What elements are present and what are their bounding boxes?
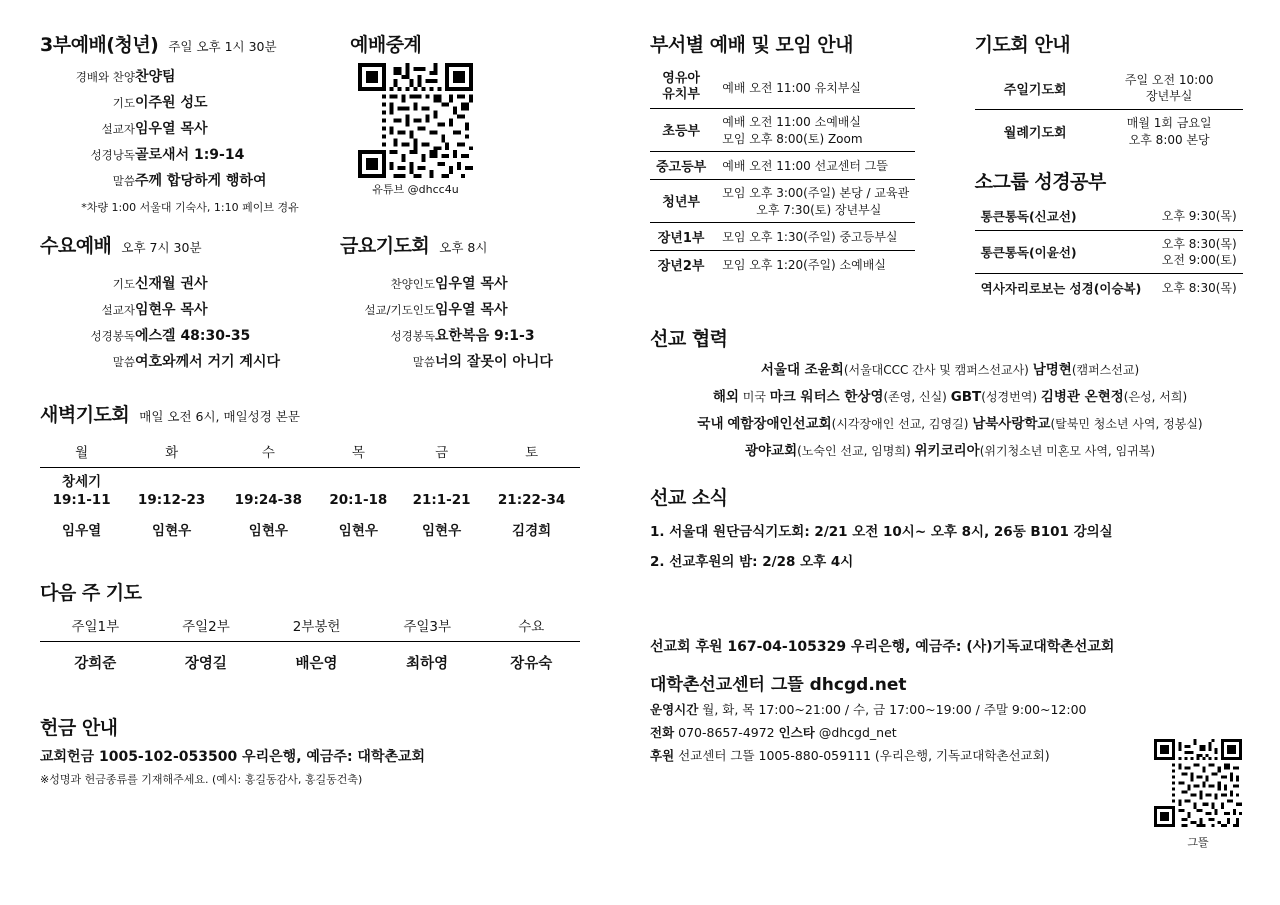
center-title: 대학촌선교센터 그뜰 dhcgd.net <box>650 675 907 696</box>
row-key: 설교자 <box>101 303 135 317</box>
friday-block <box>340 231 600 374</box>
col-header: 주일3부 <box>372 611 483 642</box>
mission-partners-block <box>650 324 1250 459</box>
broadcast-title: 예배중계 <box>350 34 422 56</box>
col-header: 주일1부 <box>40 611 151 642</box>
friday-time: 오후 8시 <box>439 240 488 255</box>
qr-icon <box>1154 739 1242 827</box>
passage-cell <box>317 468 400 515</box>
row-key: 말씀 <box>112 174 135 188</box>
col-header: 목 <box>317 437 400 468</box>
col-header: 주일2부 <box>151 611 262 642</box>
youtube-qr-code[interactable] <box>358 63 473 197</box>
dept-info <box>716 179 915 222</box>
row-key: 말씀 <box>112 355 135 369</box>
table-row <box>650 151 915 179</box>
smallgroup-title: 소그룹 성경공부 <box>974 170 1106 193</box>
service3-note: *차량 1:00 서울대 기숙사, 1:10 페이브 경유 <box>81 201 299 214</box>
broadcast-block <box>340 30 550 215</box>
row-key: 찬양인도 <box>390 277 435 291</box>
row-value: 임우열 목사 <box>135 121 208 137</box>
table-row <box>40 322 280 348</box>
dept-info: 모임 오후 1:30(주일) 중고등부실 <box>722 229 898 244</box>
col-header: 수 <box>220 437 317 468</box>
table-row <box>340 322 553 348</box>
wednesday-time: 오후 7시 30분 <box>121 240 202 255</box>
center-donate: 후원 선교센터 그뜰 1005-880-059111 (우리은행, 기독교대학촌선교회) <box>650 748 1050 764</box>
department-block <box>650 30 965 302</box>
passage-ref: 19:24-38 <box>234 492 303 509</box>
col-header: 수요 <box>483 611 581 642</box>
prayer-meeting-table <box>975 67 1243 153</box>
prayer-value: 주일 오전 10:00 장년부실 <box>1124 73 1214 104</box>
row-value: 신재월 권사 <box>135 276 208 292</box>
offering-title: 헌금 안내 <box>40 717 118 740</box>
leader-cell: 임현우 <box>338 523 378 540</box>
mission-line: 서울대 조윤희(서울대CCC 간사 및 캠퍼스선교사) 남명현(캠퍼스선교) <box>760 362 1140 379</box>
mission-partners-title: 선교 협력 <box>650 328 728 351</box>
prayer-name: 월례기도회 <box>1003 126 1067 142</box>
right-column <box>650 30 1250 764</box>
table-row <box>40 296 280 322</box>
dept-info-line: 예배 오전 11:00 소예배실 <box>722 114 861 129</box>
table-row <box>975 110 1243 153</box>
table-row <box>650 222 915 250</box>
passage-ref: 21:22-34 <box>497 492 566 509</box>
study-time: 오후 9:30(목) <box>1161 208 1237 223</box>
prayer-meeting-title: 기도회 안내 <box>974 34 1071 56</box>
passage-ref: 19:1-11 <box>52 492 111 509</box>
table-row <box>40 167 266 193</box>
col-header: 월 <box>40 437 123 468</box>
name-cell: 최하영 <box>406 656 449 673</box>
col-header: 토 <box>483 437 580 468</box>
row-value: 임우열 목사 <box>435 302 508 318</box>
smallgroup-table <box>975 202 1243 302</box>
dept-info-line: 오후 7:30(토) 장년부실 <box>756 202 882 217</box>
mission-news-block <box>650 483 1250 570</box>
mission-line: 광야교회(노숙인 선교, 임명희) 위키코리아(위기청소년 미혼모 사역, 임귀복) <box>744 443 1156 460</box>
offering-note: ※성명과 헌금종류를 기재해주세요. (예시: 홍길동감사, 홍길동건축) <box>40 773 363 787</box>
name-cell: 배은영 <box>295 656 338 673</box>
table-row <box>40 514 580 544</box>
wednesday-table <box>40 270 280 374</box>
table-row <box>40 141 266 167</box>
table-row <box>40 63 266 89</box>
passage-ref: 21:1-21 <box>412 492 471 509</box>
service3-title: 3부예배(청년) <box>40 34 159 56</box>
news-item: 1. 서울대 원단금식기도회: 2/21 오전 10시~ 오후 8시, 26동 B101 강의실 <box>650 524 1113 541</box>
name-cell: 장영길 <box>184 656 227 673</box>
table-row <box>40 468 580 515</box>
row-value: 주께 합당하게 행하여 <box>135 173 267 189</box>
study-name: 통큰통독(신교선) <box>980 208 1077 224</box>
study-time: 오후 8:30(목) 오전 9:00(토) <box>1161 236 1237 267</box>
table-row <box>340 296 553 322</box>
news-item: 2. 선교후원의 밤: 2/28 오후 4시 <box>650 554 854 571</box>
col-header: 2부봉헌 <box>261 611 372 642</box>
table-row <box>40 348 280 374</box>
mission-support-account: 선교회 후원 167-04-105329 우리은행, 예금주: (사)기독교대학촌선교회 <box>650 639 1115 656</box>
service3-block <box>40 30 340 215</box>
dawn-prayer-block <box>40 400 620 544</box>
table-header-row <box>40 611 580 642</box>
row-key: 성경낭독 <box>90 148 135 162</box>
row-value: 임현우 목사 <box>135 302 208 318</box>
passage-ref: 19:12-23 <box>137 492 206 509</box>
dawn-prayer-table <box>40 437 580 544</box>
friday-title: 금요기도회 <box>340 235 430 257</box>
study-time: 오후 8:30(목) <box>1161 281 1237 296</box>
table-row <box>40 115 266 141</box>
prayer-value: 매월 1회 금요일 오후 8:00 본당 <box>1126 116 1212 147</box>
row-value: 요한복음 9:1-3 <box>435 328 535 344</box>
table-row <box>650 67 915 108</box>
nextweek-prayer-block <box>40 578 620 677</box>
row-key: 말씀 <box>412 355 435 369</box>
friday-table <box>340 270 553 374</box>
department-table <box>650 67 915 278</box>
dept-name: 영유아 유치부 <box>662 71 700 103</box>
dept-name: 장년1부 <box>657 230 705 246</box>
prayer-name: 주일기도회 <box>1003 82 1067 98</box>
leader-cell: 임현우 <box>248 523 288 540</box>
dept-name: 초등부 <box>662 124 700 139</box>
row-key: 설교자 <box>101 122 135 136</box>
table-row <box>650 108 915 151</box>
table-row <box>340 348 553 374</box>
row-key: 기도 <box>112 277 135 291</box>
wednesday-block <box>40 231 340 374</box>
qr-icon <box>358 63 473 178</box>
center-hours: 운영시간 월, 화, 목 17:00~21:00 / 수, 금 17:00~19:00 / 주말 9:00~12:00 <box>650 702 1087 718</box>
row-value: 너의 잘못이 아니다 <box>435 354 553 370</box>
dept-info: 예배 오전 11:00 선교센터 그뜰 <box>722 158 888 173</box>
department-title: 부서별 예배 및 모임 안내 <box>650 34 853 56</box>
passage-cell <box>40 468 123 515</box>
row-key: 성경봉독 <box>90 329 135 343</box>
table-header-row <box>40 437 580 468</box>
nextweek-title: 다음 주 기도 <box>40 582 142 605</box>
table-row <box>975 67 1243 110</box>
table-row <box>975 274 1243 303</box>
row-value: 골로새서 1:9-14 <box>135 147 245 163</box>
table-row <box>975 202 1243 231</box>
book-name: 창세기 <box>62 474 102 490</box>
offering-block <box>40 713 620 787</box>
left-column <box>40 30 620 787</box>
row-key: 기도 <box>112 96 135 110</box>
dept-name: 장년2부 <box>657 258 705 274</box>
table-row <box>340 270 553 296</box>
offering-account: 교회헌금 1005-102-053500 우리은행, 예금주: 대학촌교회 <box>40 749 426 766</box>
leader-cell: 임우열 <box>62 523 102 540</box>
table-row <box>40 89 266 115</box>
prayer-study-block <box>965 30 1250 302</box>
passage-cell <box>220 468 317 515</box>
mission-line: 해외 미국 마크 워터스 한상영(존영, 신실) GBT(성경번역) 김병관 온현정(은성, 서희) <box>712 389 1188 406</box>
row-value: 에스겔 48:30-35 <box>135 328 251 344</box>
table-row <box>650 179 915 222</box>
name-cell: 장유숙 <box>510 656 553 673</box>
row-key: 경배와 찬양 <box>75 70 135 84</box>
name-cell: 강희준 <box>74 656 117 673</box>
youtube-handle: 유튜브 @dhcc4u <box>372 183 459 196</box>
leader-cell: 김경희 <box>512 523 552 540</box>
dept-info: 모임 오후 1:20(주일) 소예배실 <box>722 257 886 272</box>
col-header: 화 <box>123 437 220 468</box>
mission-line: 국내 예함장애인선교회(시각장애인 선교, 김영길) 남북사랑학교(탈북민 청소년 사역, 정봉실) <box>697 416 1203 433</box>
study-name: 역사자리로보는 성경(이승복) <box>980 281 1142 297</box>
dept-name: 청년부 <box>662 195 700 210</box>
center-qr-code[interactable] <box>1154 739 1242 850</box>
leader-cell: 임현우 <box>152 523 192 540</box>
center-qr-caption: 그뜰 <box>1187 836 1209 849</box>
service3-table <box>40 63 266 193</box>
leader-cell: 임현우 <box>422 523 462 540</box>
table-row <box>40 270 280 296</box>
study-name: 통큰통독(이윤선) <box>980 244 1077 260</box>
table-row <box>650 250 915 278</box>
dept-info-line: 모임 오후 8:00(토) Zoom <box>722 131 863 146</box>
passage-cell <box>483 468 580 515</box>
dept-name: 중고등부 <box>656 159 707 175</box>
mission-news-title: 선교 소식 <box>650 487 728 510</box>
row-value: 이주원 성도 <box>135 95 208 111</box>
passage-cell <box>123 468 220 515</box>
row-value: 임우열 목사 <box>435 276 508 292</box>
row-key: 성경봉독 <box>390 329 435 343</box>
dawn-prayer-title: 새벽기도회 <box>40 404 130 426</box>
table-row <box>975 230 1243 273</box>
center-contact: 전화 070-8657-4972 인스타 @dhcgd_net <box>650 725 897 741</box>
dept-info-line: 모임 오후 3:00(주일) 본당 / 교육관 <box>722 185 910 200</box>
dept-info <box>716 108 915 151</box>
dept-info: 예배 오전 11:00 유치부실 <box>722 80 861 95</box>
row-key: 설교/기도인도 <box>364 303 435 317</box>
row-value: 여호와께서 거기 계시다 <box>135 354 280 370</box>
dawn-prayer-note: 매일 오전 6시, 매일성경 본문 <box>139 409 300 424</box>
table-row <box>40 642 580 678</box>
row-value: 찬양팀 <box>135 69 176 85</box>
wednesday-title: 수요예배 <box>40 235 112 257</box>
service3-time: 주일 오후 1시 30분 <box>168 39 277 54</box>
passage-ref: 20:1-18 <box>329 492 388 509</box>
col-header: 금 <box>400 437 483 468</box>
passage-cell <box>400 468 483 515</box>
nextweek-table <box>40 611 580 677</box>
